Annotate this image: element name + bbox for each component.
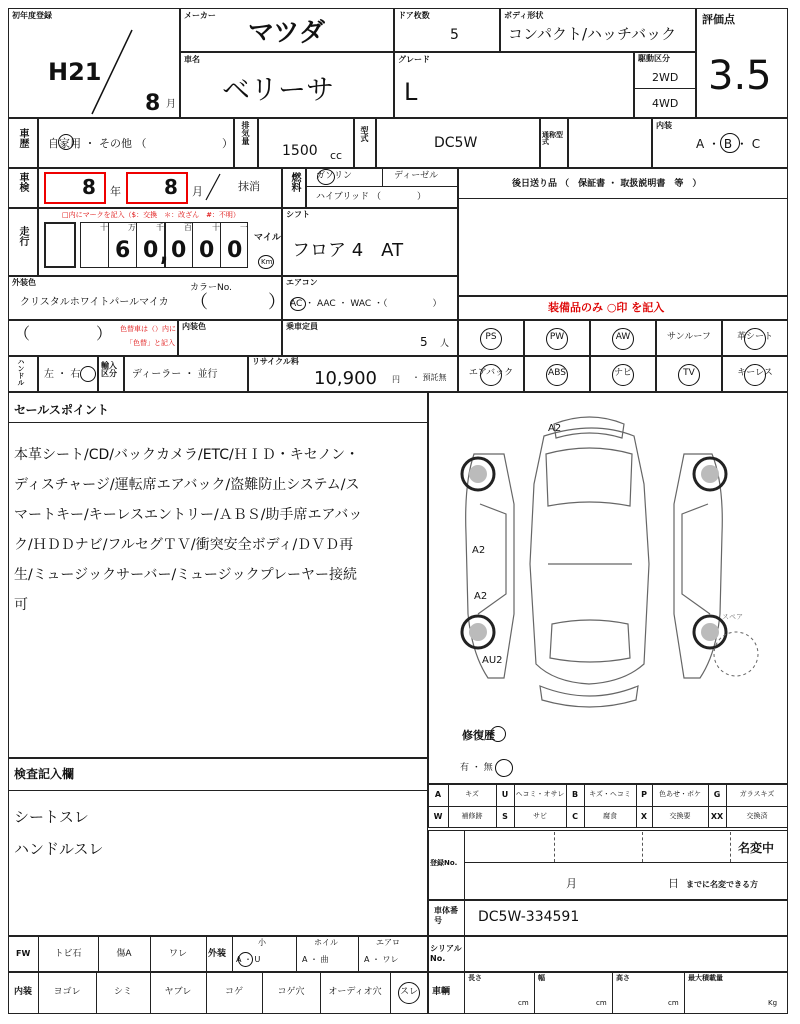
exterior-color-label: 外装色 [12, 278, 36, 287]
sales-point-line-5: 生/ミュージックサーバー/ミュージックプレーヤー接続 [14, 567, 358, 583]
digit-sep-2 [136, 222, 137, 268]
maker-label: メーカー [184, 11, 216, 20]
recycle-value: 10,900 [314, 368, 377, 389]
history-value: 自家用 ・ その他 （ [48, 137, 147, 150]
model-label: 車名 [184, 55, 200, 64]
height-unit: cm [668, 999, 679, 1007]
equipment-circle-8 [612, 364, 634, 386]
aircon-label: エアコン [286, 278, 318, 287]
fuel-gasoline-circle [317, 169, 335, 185]
mileage-note: □内にマークを記入（$：交換 ＊：改ざん #：不明） [62, 211, 240, 219]
damage-mark-left-front: A2 [474, 591, 488, 602]
ext-divider [232, 936, 233, 972]
mileage-digit-5: 0 [227, 238, 243, 263]
drive-divider [634, 88, 696, 89]
unit-100k: 十 [100, 223, 108, 232]
exterior-color-value: クリスタルホワイトパールマイカ [20, 297, 169, 308]
legend-meaning: サビ [533, 812, 547, 820]
sales-point-line-2: ディスチャージ/運転席エアバック/盗難防止システム/ス [14, 477, 360, 493]
legend-meaning: ヘコミ・オサレ [515, 790, 565, 798]
damage-mark-left-door: A2 [472, 545, 486, 556]
ext-aero-label: エアロ [376, 938, 400, 947]
check-divider [8, 790, 428, 791]
capacity-value: 5 [420, 335, 428, 349]
rename-deadline-month: 月 [566, 877, 577, 890]
mileage-km-unit: Km [261, 258, 273, 266]
equipment-header: 装備品のみ ○印 を記入 [548, 301, 665, 314]
dimensions-label: 車輌 [432, 987, 451, 997]
equipment-item-5: 革シート [736, 332, 773, 342]
capacity-unit: 人 [440, 339, 450, 349]
handle-value: 左 ・ 右 [44, 369, 81, 380]
import-label: 輸入区分 [101, 361, 117, 378]
mileage-digit-4: 0 [199, 238, 215, 263]
km-circle [258, 255, 274, 269]
serial-cell [428, 936, 788, 972]
common-type-cell [568, 118, 652, 168]
inspection-slash [202, 172, 224, 202]
legend-code-X: X [640, 812, 648, 821]
unit-1: 一 [240, 223, 248, 232]
dimensions-cell [428, 972, 788, 1014]
aircon-value: AC ・ AAC ・ WAC ・（ ） [290, 299, 442, 309]
width-label: 幅 [538, 974, 545, 982]
digit-sep-1 [108, 222, 109, 268]
fuel-gasoline: ガソリン [316, 171, 353, 181]
displacement-value: 1500 [282, 143, 318, 159]
fw-divider [206, 936, 207, 972]
legend-meaning: キズ [465, 790, 479, 798]
fuel-divider [306, 186, 458, 187]
width-unit: cm [596, 999, 607, 1007]
length-unit: cm [518, 999, 529, 1007]
drive-4wd: 4WD [652, 97, 679, 110]
equipment-circle-6 [480, 364, 502, 386]
equipment-item-10: キーレス [737, 368, 773, 378]
aircon-ac-circle [290, 297, 306, 311]
max-load-label: 最大積載量 [688, 974, 723, 982]
equipment-circle-9 [678, 364, 700, 386]
equipment-circle-7 [546, 364, 568, 386]
private-use-circle [58, 134, 74, 150]
equipment-circle-1 [480, 328, 502, 350]
exterior-check-label: 外装 [208, 949, 227, 959]
inspection-label: 車検 [17, 172, 28, 192]
ext-item-3: A ・ ワレ [364, 955, 399, 964]
equipment-circle-10 [744, 364, 766, 386]
damage-mark-front: AU2 [482, 655, 503, 666]
inspection-year: 8 [82, 175, 96, 199]
fw-label: FW [16, 949, 31, 958]
ext-divider [296, 936, 297, 972]
fuel-vdivider [382, 168, 383, 186]
registration-era: H21 [48, 58, 102, 86]
check-note-2: ハンドルスレ [14, 840, 104, 858]
check-note-1: シートスレ [14, 808, 89, 826]
legend-meaning: 交換要 [669, 812, 691, 820]
height-label: 高さ [616, 974, 630, 982]
fuel-label: 燃料 [289, 172, 300, 192]
mileage-label: 走行 [17, 226, 28, 246]
date-slash [88, 28, 148, 118]
inspection-year-unit: 年 [110, 185, 121, 198]
registration-month: 8 [145, 91, 161, 116]
legend-meaning: ガラスキズ [739, 790, 775, 798]
rename-dash-2 [642, 832, 643, 862]
model-value: ベリーサ [222, 73, 335, 106]
sales-divider [8, 422, 428, 423]
interior-item-3: ヤブレ [164, 987, 192, 997]
month-unit: 月 [166, 99, 176, 110]
ext-divider [358, 936, 359, 972]
digit-sep-5 [220, 222, 221, 268]
fw-item-2: 傷A [116, 949, 132, 959]
dim-sep-2 [612, 972, 613, 1014]
max-load-unit: Kg [768, 999, 778, 1007]
dim-sep-1 [534, 972, 535, 1014]
capacity-label: 乗車定員 [286, 322, 318, 331]
ext-item-2: A ・ 曲 [302, 955, 329, 964]
displacement-label: 排気量 [241, 121, 250, 145]
ext-wheel-label: ホイル [314, 938, 338, 947]
legend-code-G: G [713, 790, 721, 799]
inspection-month-box [126, 172, 188, 204]
interior-item-4: コゲ [224, 987, 243, 997]
displacement-unit: cc [330, 149, 343, 162]
vin-value: DC5W-334591 [478, 909, 580, 925]
rename-deadline-text: までに名変できる方 [686, 880, 758, 889]
history-label: 車歴 [17, 128, 28, 148]
dim-sep-3 [684, 972, 685, 1014]
fuel-hybrid-paren: （ ） [372, 192, 427, 202]
sales-point-line-6: 可 [14, 597, 28, 613]
interior-wear-circle [398, 982, 420, 1004]
first-reg-label: 初年度登録 [12, 11, 52, 20]
ext-item-1: A ・ U [236, 955, 261, 964]
equipment-item-8: ナビ [613, 368, 632, 378]
equipment-circle-2 [546, 328, 568, 350]
interior-b-circle [720, 133, 740, 153]
handle-right-circle [80, 366, 96, 382]
repair-label-circle [490, 726, 506, 742]
color-no-close: ） [268, 292, 286, 313]
mileage-comma: , [160, 242, 169, 267]
drive-2wd: 2WD [652, 71, 679, 84]
registration-no-label: 登録No. [430, 859, 458, 867]
equipment-circle-3 [612, 328, 634, 350]
recycle-label: リサイクル料 [252, 357, 299, 366]
recycle-deposit: ・ 預託無 [412, 373, 447, 382]
legend-code-B: B [571, 790, 579, 799]
damage-mark-rear: A2 [548, 423, 562, 434]
rename-pending: 名変中 [738, 841, 775, 855]
spare-label: スペア [722, 613, 743, 621]
legend-meaning: 交換済 [746, 812, 768, 820]
type-label: 型式 [360, 126, 369, 142]
interior-item-2: シミ [113, 987, 132, 997]
interior-check-label: 内装 [14, 987, 33, 997]
interior-color-label: 内装色 [182, 322, 206, 331]
vin-label: 車体番号 [434, 906, 458, 925]
body-label: ボディ形状 [504, 11, 544, 20]
color-no-open: （ [190, 292, 208, 313]
legend-code-U: U [501, 790, 509, 799]
fw-item-3: ワレ [168, 949, 187, 959]
equipment-item-2: PW [549, 332, 565, 342]
rename-dash-3 [730, 832, 731, 862]
color-change-note-1: 色替車は（）内に [120, 325, 176, 333]
legend-code-P: P [641, 790, 647, 799]
inspection-year-box [44, 172, 106, 204]
type-value: DC5W [434, 135, 478, 151]
sales-point-line-4: ク/ＨＤＤナビ/フルセグＴＶ/衝突安全ボディ/ＤＶＤ再 [14, 537, 354, 553]
sales-point-line-1: 本革シート/CD/バックカメラ/ETC/ＨＩＤ・キセノン・ [14, 447, 360, 463]
rename-hdivider [464, 862, 788, 863]
legend-code-S: S [502, 812, 508, 821]
documents-label: 後日送り品 （ 保証書 ・ 取扱説明書 等 ） [512, 179, 702, 189]
unit-10k: 万 [128, 223, 136, 232]
body-value: コンパクト/ハッチバック [508, 25, 677, 43]
equipment-item-7: ABS [548, 368, 566, 378]
repair-none-circle [495, 759, 513, 777]
inspection-cancel: 抹消 [238, 180, 260, 193]
equipment-item-6: エアバック [468, 368, 514, 378]
handle-label: ハンドル [17, 358, 25, 386]
rename-vdivider [464, 830, 465, 900]
serial-label: シリアルNo. [430, 944, 462, 963]
mileage-digit-3: 0 [171, 238, 187, 263]
length-label: 長さ [468, 974, 482, 982]
fw-item-1: トビ石 [54, 949, 82, 959]
rename-deadline-day: 日 [668, 877, 679, 890]
legend-code-A: A [434, 790, 442, 799]
shift-value: フロア 4 AT [292, 240, 404, 261]
mileage-digit-2: 0 [143, 238, 159, 263]
sales-point-line-3: マートキー/キーレスエントリー/ＡＢＳ/助手席エアバッ [14, 507, 363, 523]
history-close: ） [222, 137, 233, 150]
mileage-mile-unit: マイル [254, 233, 281, 243]
color-no-label: カラーNo. [190, 283, 232, 293]
grade-label: グレード [398, 55, 430, 64]
color-change-close: ） [96, 324, 113, 343]
legend-meaning: キズ・ヘコミ [589, 790, 631, 798]
repair-history-value: 有 ・ 無 [460, 763, 493, 773]
import-value: ディーラー ・ 並行 [132, 369, 218, 380]
legend-row-divider [428, 806, 788, 807]
equipment-item-9: TV [683, 368, 695, 378]
interior-item-7: スレ [399, 987, 418, 997]
equipment-item-4: サンルーフ [667, 332, 711, 342]
fuel-diesel: ディーゼル [394, 171, 439, 181]
legend-code-C: C [572, 812, 578, 821]
interior-grade-value: A ・ B ・ C [696, 137, 761, 151]
score-value: 3.5 [708, 53, 772, 99]
grade-cell [394, 52, 634, 118]
score-label: 評価点 [702, 13, 735, 26]
rename-dash-1 [554, 832, 555, 862]
color-change-open: （ [14, 324, 31, 343]
car-diagram [444, 414, 774, 714]
common-type-label: 通称型式 [542, 131, 563, 146]
doors-value: 5 [450, 27, 459, 43]
equipment-circle-5 [744, 328, 766, 350]
unit-100: 百 [184, 223, 192, 232]
interior-item-5: コゲ穴 [277, 987, 305, 997]
sales-point-label: セールスポイント [14, 403, 109, 417]
drive-label: 駆動区分 [638, 54, 670, 63]
legend-meaning: 色あせ・ボケ [659, 790, 701, 798]
unit-1k: 千 [156, 223, 164, 232]
ext-small-a-circle [238, 952, 253, 967]
legend-meaning: 補修跡 [461, 812, 483, 820]
interior-item-6: オーディオ穴 [328, 987, 382, 997]
maker-value: マツダ [248, 18, 325, 48]
legend-code-W: W [433, 812, 443, 821]
mileage-mark-box [44, 222, 76, 268]
legend-code-XX: XX [710, 812, 724, 821]
unit-10: 十 [212, 223, 220, 232]
vin-divider [464, 900, 465, 936]
mileage-digit-1: 6 [115, 238, 131, 263]
repair-history-label: 修復歴 [462, 729, 495, 742]
shift-label: シフト [286, 210, 310, 219]
inspection-month: 8 [164, 175, 178, 199]
recycle-unit: 円 [392, 375, 400, 384]
doors-label: ドア枚数 [398, 11, 430, 20]
interior-grade-label: 内装 [656, 121, 672, 130]
serial-divider [464, 936, 465, 972]
rename-cell [428, 830, 788, 900]
check-notes-label: 検査記入欄 [14, 767, 75, 781]
inspection-month-unit: 月 [192, 185, 203, 198]
digit-sep-4 [192, 222, 193, 268]
interior-item-1: ヨゴレ [53, 987, 81, 997]
ext-small-label: 小 [258, 938, 266, 947]
fuel-hybrid: ハイブリッド [316, 192, 370, 202]
documents-divider [458, 198, 788, 199]
equipment-item-1: PS [485, 332, 497, 342]
dim-sep-0 [464, 972, 465, 1014]
color-change-note-2: 「色替」と記入 [126, 339, 175, 347]
grade-value: L [404, 78, 418, 106]
legend-meaning: 腐食 [603, 812, 617, 820]
equipment-item-3: AW [615, 332, 631, 342]
